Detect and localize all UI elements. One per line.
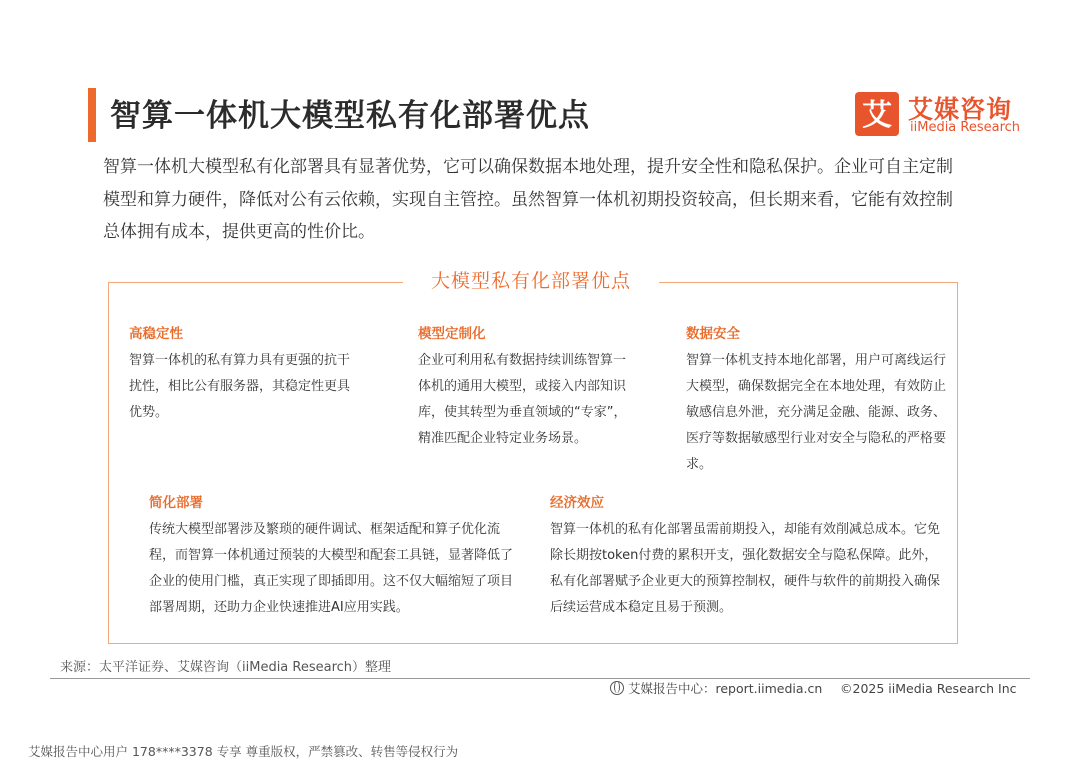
card-economic-effect [550,493,945,621]
card-stability [129,324,351,426]
source-note: 来源：太平洋证券、艾媒咨询（iiMedia Research）整理 [60,660,392,675]
page-title: 智算一体机大模型私有化部署优点 [110,98,590,134]
panel-title: 大模型私有化部署优点 [403,264,659,298]
footer-copyright: ©2025 iiMedia Research Inc [840,681,1017,696]
globe-icon [610,681,624,695]
card-title: 数据安全 [686,326,740,342]
card-data-security [686,324,948,478]
logo-name-cn: 艾媒咨询 [908,95,1013,124]
card-title: 高稳定性 [129,326,183,342]
card-title: 经济效应 [550,495,604,511]
title-accent-bar [88,88,96,142]
card-body: 传统大模型部署涉及繁琐的硬件调试、框架适配和算子优化流程，而智算一体机通过预装的大模型和配套工具链，显著降低了企业的使用门槛，真正实现了即插即用。这不仅大幅缩短了项目部署周期，还助力企业快速推进AI应用实践。 [149,522,514,615]
card-customization [418,324,630,452]
card-simplified-deployment [149,493,519,621]
brand-logo [855,92,1021,138]
user-watermark: 艾媒报告中心用户 178****3378 专享 尊重版权，严禁篡改、转售等侵权行为 [28,744,459,759]
footer-site [610,680,822,698]
card-body: 智算一体机的私有化部署虽需前期投入，却能有效削减总成本。它免除长期按token付费的累积开支，强化数据安全与隐私保障。此外，私有化部署赋予企业更大的预算控制权，硬件与软件的前期投入确保后续运营成本稳定且易于预测。 [550,522,941,615]
card-title: 简化部署 [149,495,203,511]
logo-name-en: iiMedia Research [910,120,1021,135]
logo-mark-icon [855,92,899,136]
card-body: 智算一体机支持本地化部署，用户可离线运行大模型，确保数据完全在本地处理，有效防止敏感信息外泄，充分满足金融、能源、政务、医疗等数据敏感型行业对安全与隐私的严格要求。 [686,353,947,472]
footer-divider [50,678,1030,679]
intro-paragraph: 智算一体机大模型私有化部署具有显著优势，它可以确保数据本地处理，提升安全性和隐私保护。企业可自主定制模型和算力硬件，降低对公有云依赖，实现自主管控。虽然智算一体机初期投资较高，但长期来看，它能有效控制总体拥有成本，提供更高的性价比。 [103,157,953,242]
card-body: 企业可利用私有数据持续训练智算一体机的通用大模型，或接入内部知识库，使其转型为垂直领域的“专家”，精准匹配企业特定业务场景。 [418,353,627,446]
card-body: 智算一体机的私有算力具有更强的抗干扰性，相比公有服务器，其稳定性更具优势。 [129,353,351,420]
svg-text:艾: 艾 [862,98,892,133]
footer-site-text[interactable]: 艾媒报告中心：report.iimedia.cn [628,681,823,696]
card-title: 模型定制化 [418,326,486,342]
